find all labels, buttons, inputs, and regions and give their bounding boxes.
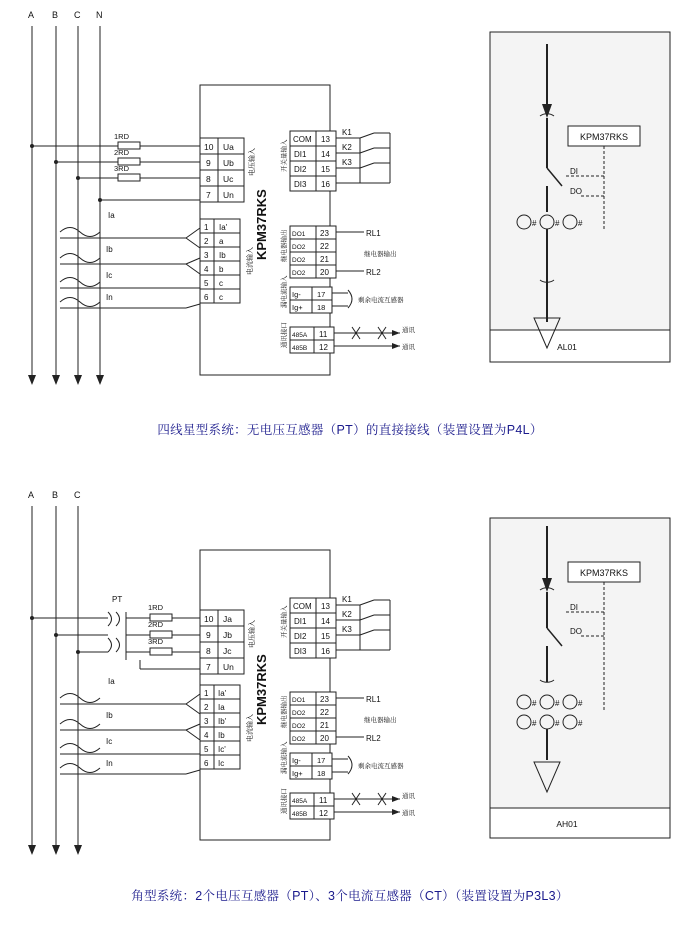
phase-label-b: B (52, 10, 59, 20)
relay-label-k2-1: K2 (342, 143, 352, 152)
terminal-name-ic1-2: Ic' (218, 745, 226, 754)
terminal-9-2: 9 (206, 630, 211, 640)
caption-first: 四线星型系统：无电压互感器（PT）的直接接线（装置设置为P4L） (157, 423, 543, 437)
ct-label-in-2: In (106, 759, 113, 768)
ct-mark-6-2: # (578, 719, 583, 728)
terminal-name-ib-1: Ib (219, 251, 226, 260)
di-name-di2-1: DI2 (294, 165, 307, 174)
device-name-label-2: KPM37RKS (254, 654, 269, 725)
di-name-di1-1: DI1 (294, 150, 307, 159)
terminal-10-2: 10 (204, 614, 214, 624)
do-terminal-22-1: 22 (320, 242, 329, 251)
relay-label-k3-2: K3 (342, 625, 352, 634)
terminal-name-ib1-2: Ib' (218, 717, 227, 726)
wiring-diagram-four-wire-star (0, 0, 700, 450)
di-name-com-2: COM (293, 602, 312, 611)
terminal-name-jc-2: Jc (223, 646, 232, 656)
fuse-label-1rd-2: 1RD (148, 603, 164, 612)
terminal-name-ia1-2: Ia' (218, 689, 227, 698)
phase-label-c-2: C (74, 490, 81, 500)
do-name-do2b-2: DO2 (292, 723, 306, 730)
terminal-4-2: 4 (204, 731, 209, 740)
comm-note-bottom-2: 通讯 (402, 810, 415, 817)
do-terminal-22-2: 22 (320, 708, 329, 717)
terminal-name-b-1: b (219, 265, 224, 274)
di-terminal-13-1: 13 (321, 135, 330, 144)
comm-note-top-1: 通讯 (402, 327, 415, 334)
comm-name-485b-1: 485B (292, 345, 308, 352)
ct-label-ia-1: Ia (108, 211, 115, 220)
phase-label-a-2: A (28, 490, 35, 500)
terminal-name-c2-1: c (219, 293, 223, 302)
do-terminal-23-1: 23 (320, 229, 329, 238)
comm-terminal-12-2: 12 (319, 809, 328, 818)
terminal-8-1: 8 (206, 174, 211, 184)
wiring-diagram-delta-system (0, 470, 700, 927)
comm-side-label-1: 通讯接口 (281, 322, 288, 348)
do-out-rl1-1: RL1 (366, 229, 381, 238)
caption-second: 角型系统：2个电压互感器（PT）、3个电流互感器（CT）（装置设置为P3L3） (131, 889, 569, 903)
terminal-1-1: 1 (204, 223, 209, 232)
di-terminal-14-2: 14 (321, 617, 330, 626)
comm-name-485b-2: 485B (292, 811, 308, 818)
ct-label-ic-1: Ic (106, 271, 113, 280)
terminal-8-2: 8 (206, 646, 211, 656)
di-terminal-14-1: 14 (321, 150, 330, 159)
ct-mark-2-1: # (555, 219, 560, 228)
do-out-rl2-2: RL2 (366, 734, 381, 743)
phase-label-c: C (74, 10, 81, 20)
ct-mark-4-2: # (532, 719, 537, 728)
ct-mark-2-2: # (555, 699, 560, 708)
terminal-10-1: 10 (204, 142, 214, 152)
do-note-2: 继电器输出 (364, 717, 397, 724)
leak-side-label-1: 漏电流输入 (281, 275, 288, 308)
voltage-input-side-label-2: 电压输入 (249, 620, 256, 648)
leak-name-ig-plus-2: Ig+ (292, 769, 303, 778)
do-note-1: 继电器输出 (364, 251, 397, 258)
terminal-name-un-1: Un (223, 190, 234, 200)
ct-label-ia-2: Ia (108, 677, 115, 686)
current-input-side-label-1: 电流输入 (247, 247, 254, 275)
comm-side-label-2: 通讯接口 (281, 788, 288, 814)
do-side-label-2: 继电器输出 (281, 695, 288, 728)
fuse-label-1rd-1: 1RD (114, 132, 130, 141)
terminal-3-1: 3 (204, 251, 209, 260)
di-terminal-15-1: 15 (321, 165, 330, 174)
leak-name-ig-plus-1: Ig+ (292, 303, 303, 312)
fuse-label-3rd-1: 3RD (114, 164, 130, 173)
ct-label-ib-2: Ib (106, 711, 113, 720)
terminal-name-a-1: a (219, 237, 224, 246)
terminal-name-ib-2: Ib (218, 731, 225, 740)
terminal-name-un-2: Un (223, 662, 234, 672)
fuse-label-3rd-2: 3RD (148, 637, 164, 646)
ct-mark-5-2: # (555, 719, 560, 728)
do-out-rl2-1: RL2 (366, 268, 381, 277)
panel-do-label-1: DO (570, 187, 582, 196)
leak-note-2: 剩余电流互感器 (358, 763, 404, 770)
do-name-do1-1: DO1 (292, 231, 306, 238)
di-terminal-16-2: 16 (321, 647, 330, 656)
leak-terminal-18-1: 18 (317, 303, 326, 312)
do-terminal-21-2: 21 (320, 721, 329, 730)
comm-name-485a-2: 485A (292, 798, 308, 805)
do-name-do2a-1: DO2 (292, 244, 306, 251)
relay-label-k1-2: K1 (342, 595, 352, 604)
comm-name-485a-1: 485A (292, 332, 308, 339)
ct-mark-3-1: # (578, 219, 583, 228)
di-name-di2-2: DI2 (294, 632, 307, 641)
di-name-com-1: COM (293, 135, 312, 144)
ct-label-in-1: In (106, 293, 113, 302)
panel-device-tag-1: KPM37RKS (579, 132, 629, 142)
di-side-label-2: 开关量输入 (281, 605, 288, 638)
terminal-5-1: 5 (204, 279, 209, 288)
terminal-1-2: 1 (204, 689, 209, 698)
ct-label-ib-1: Ib (106, 245, 113, 254)
diagram1-svg (0, 0, 700, 450)
diagram2-svg (0, 470, 700, 927)
do-name-do1-2: DO1 (292, 697, 306, 704)
voltage-input-side-label-1: 电压输入 (249, 148, 256, 176)
terminal-7-2: 7 (206, 662, 211, 672)
relay-label-k2-2: K2 (342, 610, 352, 619)
leak-terminal-17-1: 17 (317, 290, 326, 299)
do-name-do2b-1: DO2 (292, 257, 306, 264)
terminal-3-2: 3 (204, 717, 209, 726)
leak-name-ig-minus-1: Ig- (292, 290, 301, 299)
terminal-name-jb-2: Jb (223, 630, 232, 640)
terminal-2-1: 2 (204, 237, 209, 246)
comm-note-bottom-1: 通讯 (402, 344, 415, 351)
cabinet-label-1: AL01 (557, 342, 577, 352)
pt-label-2: PT (112, 595, 123, 604)
comm-note-top-2: 通讯 (402, 793, 415, 800)
terminal-name-ic-2: Ic (218, 759, 225, 768)
terminal-name-ia1-1: Ia' (219, 223, 228, 232)
cabinet-label-2: AH01 (556, 819, 578, 829)
terminal-2-2: 2 (204, 703, 209, 712)
fuse-label-2rd-2: 2RD (148, 620, 164, 629)
terminal-name-ia-2: Ia (218, 703, 225, 712)
terminal-9-1: 9 (206, 158, 211, 168)
panel-device-tag-2: KPM37RKS (579, 568, 629, 578)
leak-terminal-17-2: 17 (317, 756, 326, 765)
do-side-label-1: 继电器输出 (281, 229, 288, 262)
terminal-name-uc-1: Uc (223, 174, 234, 184)
ct-label-ic-2: Ic (106, 737, 113, 746)
leak-terminal-18-2: 18 (317, 769, 326, 778)
do-name-do2c-2: DO2 (292, 736, 306, 743)
panel-di-label-1: DI (570, 167, 578, 176)
relay-label-k3-1: K3 (342, 158, 352, 167)
comm-terminal-12-1: 12 (319, 343, 328, 352)
relay-label-k1-1: K1 (342, 128, 352, 137)
di-terminal-13-2: 13 (321, 602, 330, 611)
do-name-do2a-2: DO2 (292, 710, 306, 717)
terminal-6-1: 6 (204, 293, 209, 302)
comm-terminal-11-2: 11 (319, 796, 328, 805)
terminal-7-1: 7 (206, 190, 211, 200)
leak-side-label-2: 漏电流输入 (281, 741, 288, 774)
terminal-name-c1-1: c (219, 279, 223, 288)
comm-terminal-11-1: 11 (319, 330, 328, 339)
do-out-rl1-2: RL1 (366, 695, 381, 704)
do-terminal-23-2: 23 (320, 695, 329, 704)
current-input-side-label-2: 电流输入 (247, 714, 254, 742)
do-terminal-20-2: 20 (320, 734, 329, 743)
leak-name-ig-minus-2: Ig- (292, 756, 301, 765)
di-name-di3-2: DI3 (294, 647, 307, 656)
ct-mark-1-2: # (532, 699, 537, 708)
ct-mark-3-2: # (578, 699, 583, 708)
terminal-6-2: 6 (204, 759, 209, 768)
do-name-do2c-1: DO2 (292, 270, 306, 277)
di-terminal-15-2: 15 (321, 632, 330, 641)
di-terminal-16-1: 16 (321, 180, 330, 189)
terminal-name-ja-2: Ja (223, 614, 232, 624)
terminal-4-1: 4 (204, 265, 209, 274)
terminal-5-2: 5 (204, 745, 209, 754)
do-terminal-20-1: 20 (320, 268, 329, 277)
phase-label-b-2: B (52, 490, 59, 500)
phase-label-n: N (96, 10, 103, 20)
do-terminal-21-1: 21 (320, 255, 329, 264)
di-name-di1-2: DI1 (294, 617, 307, 626)
fuse-label-2rd-1: 2RD (114, 148, 130, 157)
phase-label-a: A (28, 10, 35, 20)
di-name-di3-1: DI3 (294, 180, 307, 189)
panel-di-label-2: DI (570, 603, 578, 612)
terminal-name-ub-1: Ub (223, 158, 234, 168)
panel-do-label-2: DO (570, 627, 582, 636)
leak-note-1: 剩余电流互感器 (358, 297, 404, 304)
device-name-label-1: KPM37RKS (254, 189, 269, 260)
terminal-name-ua-1: Ua (223, 142, 234, 152)
ct-mark-1-1: # (532, 219, 537, 228)
di-side-label-1: 开关量输入 (281, 139, 288, 172)
